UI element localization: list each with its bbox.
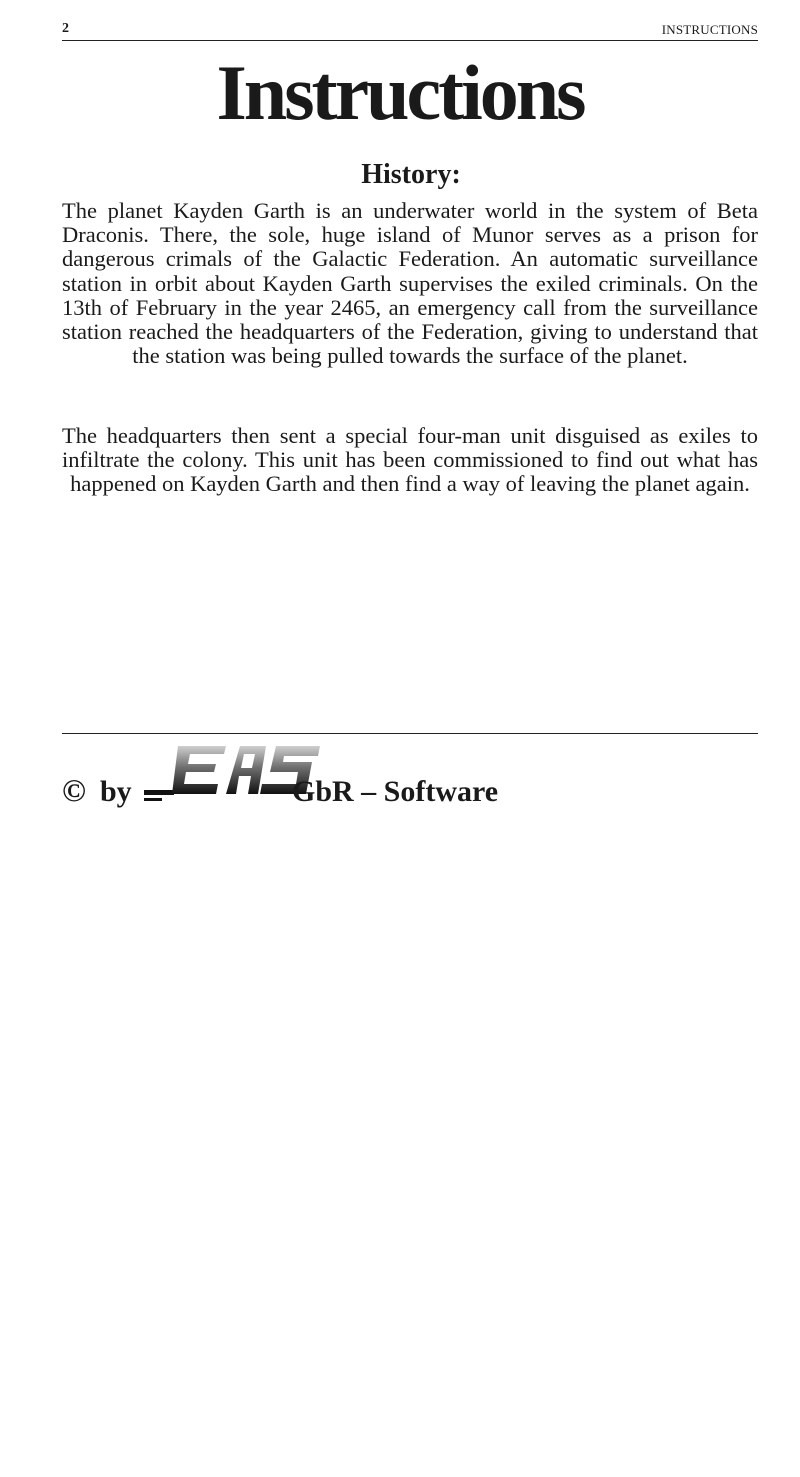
page-header [62,18,758,41]
page-title: Instructions [216,49,584,136]
running-head: INSTRUCTIONS [661,22,758,37]
footer [62,738,762,818]
copyright-symbol: © [62,772,86,808]
footer-rule [62,733,758,734]
history-paragraph-2: The headquarters then sent a special four-man unit disguised as exiles to infiltrate the colony. This unit has been commissioned to find out what has happened on Kayden Garth and then find a way of leaving the planet again. [62,423,758,497]
company-name: GbR – Software [292,775,499,808]
section-heading: History: [361,159,461,190]
by-text: by [100,775,132,808]
history-paragraph-1: The planet Kayden Garth is an underwater world in the system of Beta Draconis. There, the sole, huge island of Munor serves as a prison for dangerous crimals of the Galactic Federation. An automatic surveillance station in orbit about Kayden Garth supervises the exiled criminals. On the 13th of February in the year 2465, an emergency call from the surveillance station reached the headquarters of the Federation, giving to understand that the station was being pulled towards the surface of the planet. [62,198,758,369]
page-number: 2 [62,21,69,36]
